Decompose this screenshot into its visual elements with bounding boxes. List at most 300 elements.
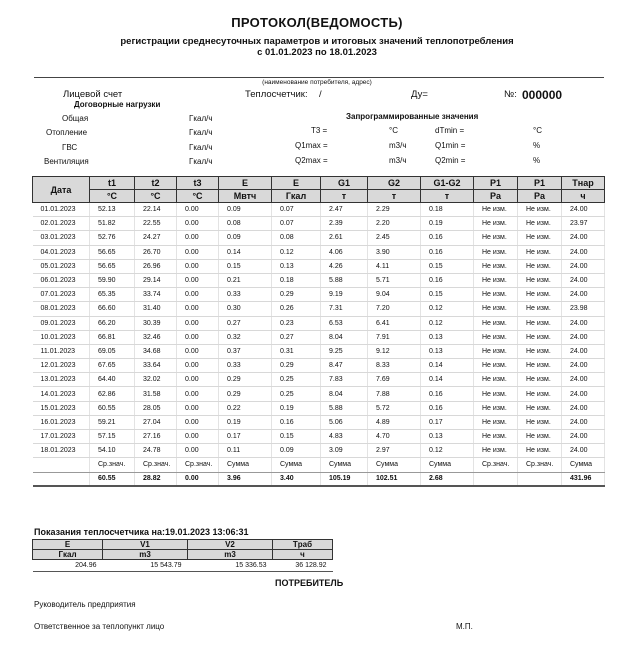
cell-e-mwh: 0.08 <box>219 217 272 231</box>
cell-t3: 0.00 <box>177 203 219 217</box>
cell-g2: 7.91 <box>368 330 421 344</box>
cell-g2: 9.04 <box>368 288 421 302</box>
table-row <box>33 273 605 287</box>
cell-e-mwh: 0.09 <box>219 203 272 217</box>
cell-g1-g2: 0.19 <box>421 217 474 231</box>
cell-e-gcal: 0.08 <box>272 231 321 245</box>
unit-t3: °C <box>177 190 219 203</box>
table-header-row <box>33 177 605 190</box>
cell-t3: 0.00 <box>177 415 219 429</box>
readings-unit-row <box>33 550 333 560</box>
consumer-heading: ПОТРЕБИТЕЛЬ <box>275 578 344 588</box>
cell-e-mwh: Сумма <box>219 458 272 472</box>
cell-e-mwh: 0.19 <box>219 415 272 429</box>
cell-t2: 24.27 <box>135 231 177 245</box>
cell-e-gcal: 0.23 <box>272 316 321 330</box>
cell-p1: Не изм. <box>474 415 518 429</box>
cell-p1-second: Не изм. <box>518 245 562 259</box>
cell-t2: 30.39 <box>135 316 177 330</box>
table-row <box>33 401 605 415</box>
cell-p1-second: Не изм. <box>518 273 562 287</box>
cell-e-gcal: 0.07 <box>272 203 321 217</box>
cell-g2: 4.89 <box>368 415 421 429</box>
cell-g2: 7.20 <box>368 302 421 316</box>
cell-date: 03.01.2023 <box>33 231 90 245</box>
cell-t1: 54.10 <box>90 444 135 458</box>
consumer-underline <box>34 77 604 78</box>
readings-unit-trab: ч <box>273 550 333 560</box>
cell-e-gcal: 3.40 <box>272 472 321 486</box>
table-row <box>33 430 605 444</box>
cell-t3: 0.00 <box>177 359 219 373</box>
header-tnar: Tнар <box>562 177 605 190</box>
cell-g1-g2: 0.16 <box>421 273 474 287</box>
cell-p1-second: Не изм. <box>518 302 562 316</box>
table-row <box>33 259 605 273</box>
cell-t1: 67.65 <box>90 359 135 373</box>
cell-e-mwh: 0.33 <box>219 288 272 302</box>
table-row <box>33 387 605 401</box>
cell-t1: 59.21 <box>90 415 135 429</box>
cell-e-gcal: 0.12 <box>272 245 321 259</box>
totals-row <box>33 472 605 486</box>
cell-g1-g2: 0.16 <box>421 245 474 259</box>
readings-header-row <box>33 540 333 550</box>
load-label-heating: Отопление <box>46 128 88 137</box>
unit-e-mwh: Мвтч <box>219 190 272 203</box>
table-row <box>33 316 605 330</box>
cell-e-gcal: 0.07 <box>272 217 321 231</box>
cell-t1: 66.20 <box>90 316 135 330</box>
cell-p1: Не изм. <box>474 430 518 444</box>
cell-t2: 28.82 <box>135 472 177 486</box>
cell-g2: 2.20 <box>368 217 421 231</box>
cell-t3: 0.00 <box>177 231 219 245</box>
cell-g1: 4.26 <box>321 259 368 273</box>
cell-t2: 24.78 <box>135 444 177 458</box>
cell-e-gcal: 0.29 <box>272 288 321 302</box>
cell-t1: 60.55 <box>90 401 135 415</box>
cell-date: 11.01.2023 <box>33 344 90 358</box>
cell-e-gcal: 0.31 <box>272 344 321 358</box>
cell-t1: 59.90 <box>90 273 135 287</box>
cell-g2: 4.70 <box>368 430 421 444</box>
table-row <box>33 359 605 373</box>
header-t2: t2 <box>135 177 177 190</box>
cell-t1: 66.81 <box>90 330 135 344</box>
cell-g1-g2: 0.15 <box>421 259 474 273</box>
load-unit-heating: Гкал/ч <box>189 128 213 137</box>
cell-tnar: 24.00 <box>562 288 605 302</box>
cell-tnar: 431.96 <box>562 472 605 486</box>
cell-p1-second: Не изм. <box>518 373 562 387</box>
cell-p1: Не изм. <box>474 273 518 287</box>
cell-p1-second: Не изм. <box>518 415 562 429</box>
daily-parameters-table <box>32 176 605 487</box>
cell-e-mwh: 0.29 <box>219 373 272 387</box>
document-title: ПРОТОКОЛ(ВЕДОМОСТЬ) <box>231 15 403 30</box>
cell-p1: Не изм. <box>474 231 518 245</box>
cell-t1: 56.65 <box>90 259 135 273</box>
prog-q2max-unit: m3/ч <box>389 156 407 165</box>
readings-values-row <box>33 560 333 572</box>
cell-p1: Не изм. <box>474 245 518 259</box>
cell-p1: Не изм. <box>474 217 518 231</box>
number-label: №: <box>504 89 517 100</box>
cell-g1-g2: 0.17 <box>421 415 474 429</box>
cell-p1: Не изм. <box>474 359 518 373</box>
cell-p1: Не изм. <box>474 444 518 458</box>
cell-g1-g2: 0.16 <box>421 401 474 415</box>
table-row <box>33 344 605 358</box>
header-e-gcal: E <box>272 177 321 190</box>
load-unit-ventilation: Гкал/ч <box>189 157 213 166</box>
cell-e-gcal: Сумма <box>272 458 321 472</box>
header-g1: G1 <box>321 177 368 190</box>
cell-g1: 2.61 <box>321 231 368 245</box>
cell-t1: 52.13 <box>90 203 135 217</box>
meter-value: / <box>319 89 322 100</box>
cell-e-mwh: 0.11 <box>219 444 272 458</box>
readings-header-trab: Tраб <box>273 540 333 550</box>
cell-t2: 32.02 <box>135 373 177 387</box>
cell-t1: 65.35 <box>90 288 135 302</box>
cell-p1: Не изм. <box>474 401 518 415</box>
cell-g1-g2: 0.16 <box>421 231 474 245</box>
cell-e-gcal: 0.27 <box>272 330 321 344</box>
unit-p1: Pa <box>474 190 518 203</box>
cell-e-mwh: 0.29 <box>219 387 272 401</box>
readings-unit-e: Гкал <box>33 550 103 560</box>
responsible-person-label: Ответственное за теплопункт лицо <box>34 622 165 631</box>
cell-t1: 69.05 <box>90 344 135 358</box>
cell-t1: Ср.знач. <box>90 458 135 472</box>
cell-date: 18.01.2023 <box>33 444 90 458</box>
prog-q2min-unit: % <box>533 156 541 165</box>
header-date: Дата <box>33 177 90 203</box>
cell-t3: 0.00 <box>177 273 219 287</box>
cell-g1-g2: Сумма <box>421 458 474 472</box>
cell-p1-second: Не изм. <box>518 203 562 217</box>
number-value: 000000 <box>522 88 563 102</box>
cell-t3: 0.00 <box>177 472 219 486</box>
contract-loads-title: Договорные нагрузки <box>74 100 161 109</box>
cell-t3: 0.00 <box>177 288 219 302</box>
cell-t2: 33.74 <box>135 288 177 302</box>
cell-t2: 27.16 <box>135 430 177 444</box>
prog-t3-unit: °C <box>389 126 398 135</box>
unit-t2: °C <box>135 190 177 203</box>
table-row <box>33 245 605 259</box>
cell-t1: 64.40 <box>90 373 135 387</box>
table-row <box>33 330 605 344</box>
cell-g2: 5.71 <box>368 273 421 287</box>
cell-date: 09.01.2023 <box>33 316 90 330</box>
cell-g2: Сумма <box>368 458 421 472</box>
cell-g1-g2: 0.14 <box>421 373 474 387</box>
period-range: с 01.01.2023 по 18.01.2023 <box>257 47 377 58</box>
cell-tnar: 24.00 <box>562 245 605 259</box>
prog-dtmin-label: dTmin = <box>435 126 465 135</box>
cell-t3: 0.00 <box>177 344 219 358</box>
cell-tnar: 24.00 <box>562 444 605 458</box>
load-label-ventilation: Вентиляция <box>44 157 89 166</box>
cell-t3: 0.00 <box>177 387 219 401</box>
unit-g1-g2: т <box>421 190 474 203</box>
cell-p1-second <box>518 472 562 486</box>
reading-v2-value: 15 336.53 <box>188 560 273 572</box>
prog-t3-label: Т3 = <box>311 126 328 135</box>
cell-g1: 7.83 <box>321 373 368 387</box>
cell-t2: 34.68 <box>135 344 177 358</box>
cell-e-mwh: 0.37 <box>219 344 272 358</box>
cell-g1-g2: 0.13 <box>421 330 474 344</box>
reading-e-value: 204.96 <box>33 560 103 572</box>
cell-g1: 8.47 <box>321 359 368 373</box>
cell-t2: 29.14 <box>135 273 177 287</box>
cell-g1: 2.47 <box>321 203 368 217</box>
cell-t1: 57.15 <box>90 430 135 444</box>
cell-date: 12.01.2023 <box>33 359 90 373</box>
meter-readings-table <box>32 539 333 572</box>
cell-g1-g2: 0.13 <box>421 430 474 444</box>
cell-e-mwh: 0.09 <box>219 231 272 245</box>
reading-trab-value: 36 128.92 <box>273 560 333 572</box>
cell-g1-g2: 0.12 <box>421 302 474 316</box>
cell-tnar: 24.00 <box>562 359 605 373</box>
prog-q1min-label: Q1min = <box>435 141 466 150</box>
cell-t3: 0.00 <box>177 245 219 259</box>
cell-date: 15.01.2023 <box>33 401 90 415</box>
cell-g1: 105.19 <box>321 472 368 486</box>
cell-t2: 32.46 <box>135 330 177 344</box>
prog-q1max-unit: m3/ч <box>389 141 407 150</box>
load-unit-hot-water: Гкал/ч <box>189 143 213 152</box>
load-unit-total: Гкал/ч <box>189 114 213 123</box>
cell-p1-second: Не изм. <box>518 316 562 330</box>
cell-e-mwh: 0.30 <box>219 302 272 316</box>
cell-p1 <box>474 472 518 486</box>
table-row <box>33 231 605 245</box>
cell-e-gcal: 0.16 <box>272 415 321 429</box>
unit-tnar: ч <box>562 190 605 203</box>
cell-g1-g2: 0.18 <box>421 203 474 217</box>
cell-g1: 3.09 <box>321 444 368 458</box>
cell-tnar: 24.00 <box>562 259 605 273</box>
prog-q1max-label: Q1max = <box>295 141 328 150</box>
header-p1: P1 <box>474 177 518 190</box>
cell-g1-g2: 0.16 <box>421 387 474 401</box>
cell-tnar: Сумма <box>562 458 605 472</box>
cell-t1: 52.76 <box>90 231 135 245</box>
cell-g2: 2.45 <box>368 231 421 245</box>
cell-t2: 26.70 <box>135 245 177 259</box>
cell-g1: 5.06 <box>321 415 368 429</box>
cell-g2: 8.33 <box>368 359 421 373</box>
cell-e-gcal: 0.18 <box>272 273 321 287</box>
cell-g1: Сумма <box>321 458 368 472</box>
unit-g1: т <box>321 190 368 203</box>
cell-tnar: 24.00 <box>562 415 605 429</box>
consumer-caption: (наименование потребителя, адрес) <box>262 79 372 86</box>
du-label: Ду= <box>411 89 428 100</box>
cell-date <box>33 472 90 486</box>
header-e-mwh: E <box>219 177 272 190</box>
cell-date: 17.01.2023 <box>33 430 90 444</box>
cell-p1: Не изм. <box>474 373 518 387</box>
cell-g1: 8.04 <box>321 387 368 401</box>
cell-g1: 8.04 <box>321 330 368 344</box>
readings-header-v2: V2 <box>188 540 273 550</box>
table-unit-row <box>33 190 605 203</box>
table-row <box>33 373 605 387</box>
head-of-enterprise-label: Руководитель предприятия <box>34 600 136 609</box>
cell-date: 14.01.2023 <box>33 387 90 401</box>
cell-e-mwh: 0.14 <box>219 245 272 259</box>
account-label: Лицевой счет <box>63 89 123 100</box>
cell-p1-second: Не изм. <box>518 444 562 458</box>
cell-p1: Не изм. <box>474 288 518 302</box>
cell-p1-second: Не изм. <box>518 217 562 231</box>
cell-tnar: 23.98 <box>562 302 605 316</box>
cell-t1: 66.60 <box>90 302 135 316</box>
cell-e-gcal: 0.26 <box>272 302 321 316</box>
table-row <box>33 444 605 458</box>
cell-p1: Не изм. <box>474 259 518 273</box>
cell-g1: 9.19 <box>321 288 368 302</box>
cell-g2: 7.88 <box>368 387 421 401</box>
cell-g2: 9.12 <box>368 344 421 358</box>
cell-e-gcal: 0.15 <box>272 430 321 444</box>
cell-t2: 26.96 <box>135 259 177 273</box>
cell-p1: Не изм. <box>474 302 518 316</box>
cell-e-gcal: 0.25 <box>272 373 321 387</box>
cell-tnar: 24.00 <box>562 231 605 245</box>
cell-e-mwh: 3.96 <box>219 472 272 486</box>
cell-p1-second: Не изм. <box>518 401 562 415</box>
load-label-hot-water: ГВС <box>62 143 78 152</box>
cell-tnar: 24.00 <box>562 203 605 217</box>
cell-t3: 0.00 <box>177 302 219 316</box>
cell-date: 01.01.2023 <box>33 203 90 217</box>
cell-date: 16.01.2023 <box>33 415 90 429</box>
table-row <box>33 217 605 231</box>
cell-t2: 22.55 <box>135 217 177 231</box>
cell-e-mwh: 0.22 <box>219 401 272 415</box>
cell-t2: 33.64 <box>135 359 177 373</box>
cell-t2: 31.58 <box>135 387 177 401</box>
cell-g2: 6.41 <box>368 316 421 330</box>
cell-p1-second: Не изм. <box>518 259 562 273</box>
prog-q2max-label: Q2max = <box>295 156 328 165</box>
cell-date: 05.01.2023 <box>33 259 90 273</box>
cell-e-gcal: 0.25 <box>272 387 321 401</box>
cell-tnar: 24.00 <box>562 401 605 415</box>
cell-t3: 0.00 <box>177 401 219 415</box>
cell-e-mwh: 0.33 <box>219 359 272 373</box>
readings-title: Показания теплосчетчика на:19.01.2023 13:06:31 <box>34 527 249 537</box>
cell-g1: 7.31 <box>321 302 368 316</box>
cell-p1: Не изм. <box>474 330 518 344</box>
reading-v1-value: 15 543.79 <box>103 560 188 572</box>
cell-e-gcal: 0.09 <box>272 444 321 458</box>
cell-t3: Ср.знач. <box>177 458 219 472</box>
meter-label: Теплосчетчик: <box>245 89 308 100</box>
cell-p1-second: Не изм. <box>518 231 562 245</box>
cell-p1: Не изм. <box>474 344 518 358</box>
cell-e-mwh: 0.27 <box>219 316 272 330</box>
cell-tnar: 24.00 <box>562 316 605 330</box>
cell-date: 06.01.2023 <box>33 273 90 287</box>
cell-g2: 2.97 <box>368 444 421 458</box>
cell-g1: 6.53 <box>321 316 368 330</box>
header-t3: t3 <box>177 177 219 190</box>
cell-g1: 5.88 <box>321 273 368 287</box>
cell-e-gcal: 0.13 <box>272 259 321 273</box>
header-p1-second: P1 <box>518 177 562 190</box>
cell-p1-second: Не изм. <box>518 344 562 358</box>
cell-t3: 0.00 <box>177 373 219 387</box>
readings-unit-v1: m3 <box>103 550 188 560</box>
cell-e-mwh: 0.17 <box>219 430 272 444</box>
cell-p1: Не изм. <box>474 387 518 401</box>
cell-e-mwh: 0.21 <box>219 273 272 287</box>
unit-e-gcal: Гкал <box>272 190 321 203</box>
cell-g2: 3.90 <box>368 245 421 259</box>
header-t1: t1 <box>90 177 135 190</box>
cell-tnar: 24.00 <box>562 430 605 444</box>
table-row <box>33 288 605 302</box>
table-row <box>33 302 605 316</box>
prog-q2min-label: Q2min = <box>435 156 466 165</box>
load-label-total: Общая <box>62 114 89 123</box>
unit-p1-second: Pa <box>518 190 562 203</box>
cell-g1-g2: 0.12 <box>421 444 474 458</box>
cell-p1: Не изм. <box>474 203 518 217</box>
cell-date: 02.01.2023 <box>33 217 90 231</box>
cell-date: 08.01.2023 <box>33 302 90 316</box>
cell-tnar: 23.97 <box>562 217 605 231</box>
cell-g1: 4.83 <box>321 430 368 444</box>
cell-g1: 4.06 <box>321 245 368 259</box>
cell-t1: 60.55 <box>90 472 135 486</box>
cell-t1: 56.65 <box>90 245 135 259</box>
cell-p1: Не изм. <box>474 316 518 330</box>
cell-t2: 28.05 <box>135 401 177 415</box>
cell-date: 04.01.2023 <box>33 245 90 259</box>
readings-header-v1: V1 <box>103 540 188 550</box>
cell-date: 10.01.2023 <box>33 330 90 344</box>
cell-g1-g2: 2.68 <box>421 472 474 486</box>
cell-g1: 2.39 <box>321 217 368 231</box>
document-subtitle: регистрации среднесуточных параметров и итоговых значений теплопотребления <box>120 36 514 47</box>
cell-p1-second: Ср.знач. <box>518 458 562 472</box>
cell-g2: 7.69 <box>368 373 421 387</box>
cell-t1: 62.86 <box>90 387 135 401</box>
unit-g2: т <box>368 190 421 203</box>
cell-g2: 4.11 <box>368 259 421 273</box>
cell-g1: 9.25 <box>321 344 368 358</box>
readings-header-e: E <box>33 540 103 550</box>
cell-g2: 5.72 <box>368 401 421 415</box>
cell-e-gcal: 0.29 <box>272 359 321 373</box>
cell-tnar: 24.00 <box>562 373 605 387</box>
cell-e-mwh: 0.32 <box>219 330 272 344</box>
cell-g1-g2: 0.12 <box>421 316 474 330</box>
prog-q1min-unit: % <box>533 141 541 150</box>
unit-t1: °C <box>90 190 135 203</box>
cell-date: 13.01.2023 <box>33 373 90 387</box>
